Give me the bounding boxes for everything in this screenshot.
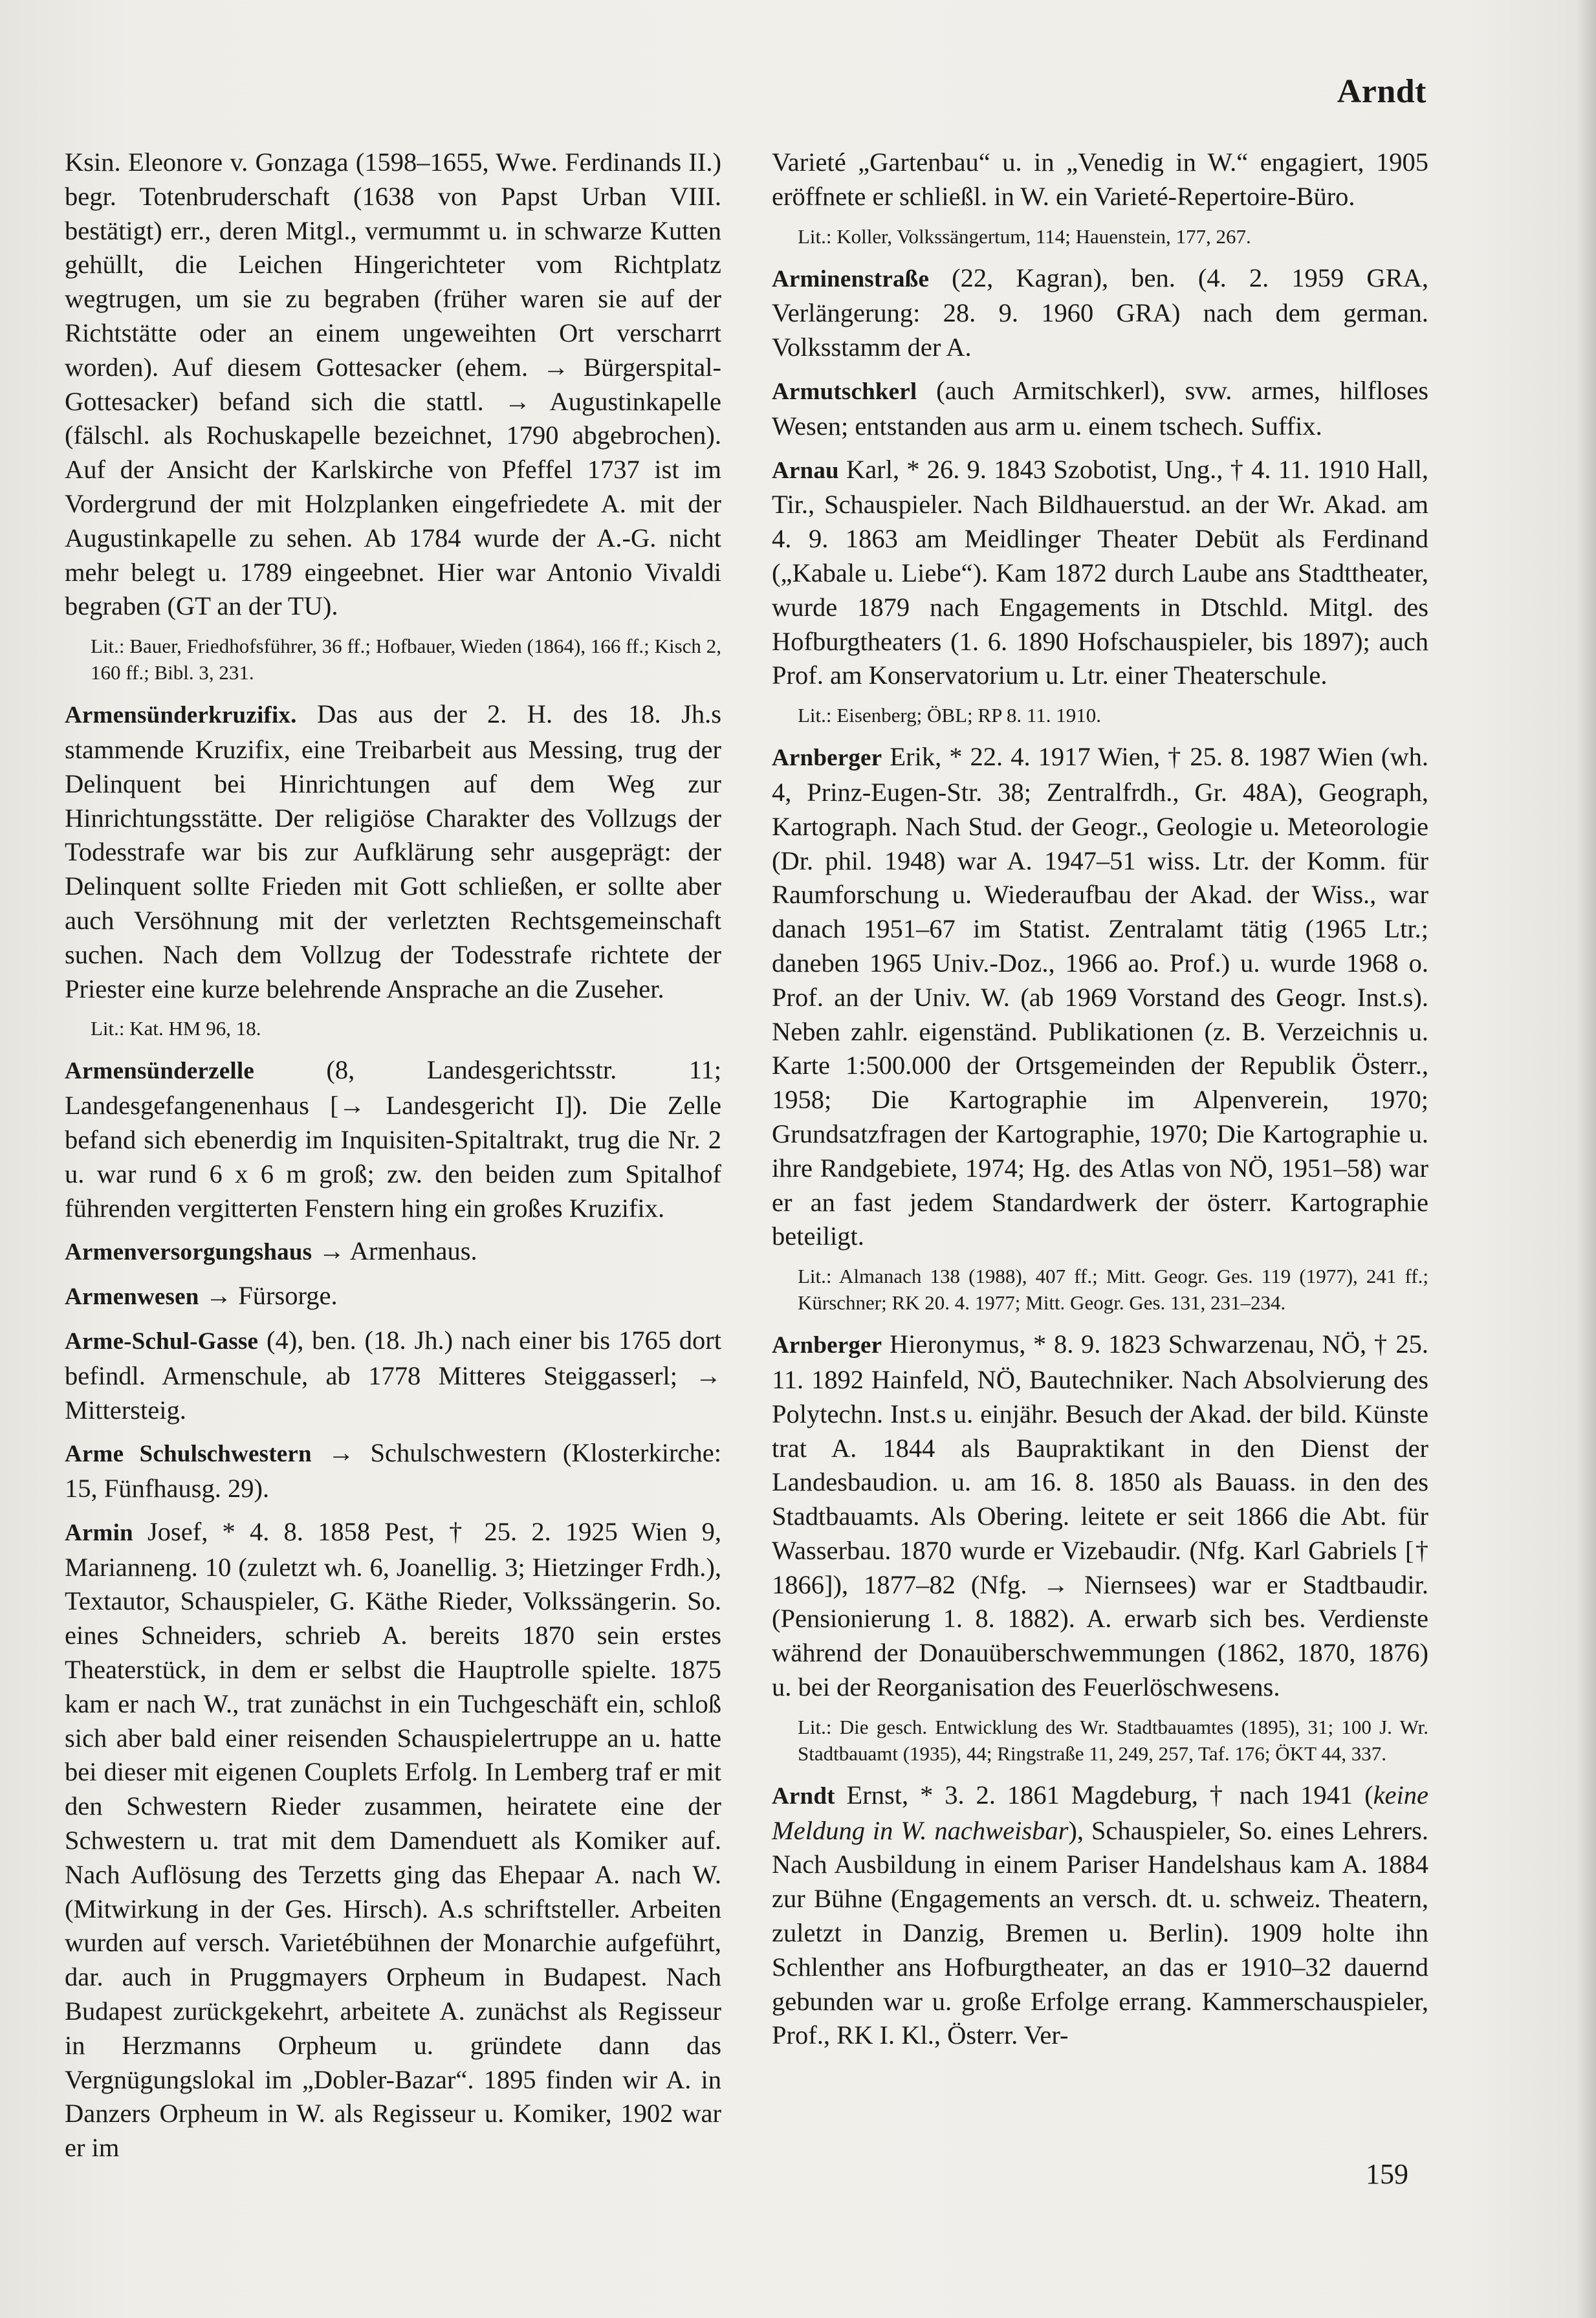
entry-text: Das aus der 2. H. des 18. Jh.s stammende Kruzifix, eine Treibarbeit aus Messing, trug der Delinquent bei Hinrichtungen auf dem Weg zur Hinrichtungsstätte. Der religiöse Charakter des Vollzugs der Todesstrafe war bis zur Aufklärung sehr ausgeprägt: der Delinquent sollte Frieden mit Gott schließen, er sollte aber auch Versöhnung mit der verletzten Rechtsgemeinschaft suchen. Nach dem Vollzug der Todesstrafe richtete der Priester eine kurze belehrende Ansprache an die Zuseher. <box>65 699 721 1003</box>
running-head: Arndt <box>1337 73 1427 110</box>
literature-reference: Lit.: Almanach 138 (1988), 407 ff.; Mitt. Geogr. Ges. 119 (1977), 241 ff.; Kürschner; RK 20. 4. 1977; Mitt. Geogr. Ges. 131, 231–234. <box>798 1265 1428 1315</box>
entry-headword: Arndt <box>772 1782 835 1810</box>
entry-headword: Armutschkerl <box>772 378 917 405</box>
entry-headword: Armenwesen <box>65 1284 199 1311</box>
lexicon-entry <box>772 1778 1428 2053</box>
lexicon-entry <box>65 697 721 1006</box>
entry-text: → Fürsorge. <box>199 1281 338 1311</box>
continued-entry-text: Ksin. Eleonore v. Gonzaga (1598–1655, Wwe. Ferdinands II.) begr. Totenbruderschaft (1638 von Papst Urban VIII. bestätigt) err., deren Mitgl., vermummt u. in schwarze Kutten gehüllt, die Leichen Hingerichteter vom Richtplatz wegtrugen, um sie zu begraben (früher waren sie auf der Richtstätte oder an einem ungeweihten Ort verscharrt worden). Auf diesem Gottesacker (ehem. → Bürgerspital-Gottesacker) befand sich die stattl. → Augustinkapelle (fälschl. als Rochuskapelle bezeichnet, 1790 abgebrochen). Auf der Ansicht der Karlskirche von Pfeffel 1737 ist im Vordergrund der mit Holzplanken eingefriedete A. mit der Augustinkapelle zu sehen. Ab 1784 wurde der A.-G. nicht mehr belegt u. 1789 eingeebnet. Hier war Antonio Vivaldi begraben (GT an der TU). <box>65 148 721 621</box>
entry-italic-note: keine Meldung in W. nachweisbar <box>772 1780 1428 1845</box>
lexicon-entry <box>65 1234 721 1270</box>
entry-headword: Arme-Schul-Gasse <box>65 1328 259 1355</box>
literature-reference: Lit.: Kat. HM 96, 18. <box>91 1017 261 1040</box>
lexicon-entry <box>772 374 1428 444</box>
entry-headword: Arminenstraße <box>772 265 930 292</box>
right-column <box>772 146 1428 2062</box>
entry-text-continued: ), Schauspieler, So. eines Lehrers. Nach Ausbildung in einem Pariser Handelshaus kam A. 1884 zur Bühne (Engagements an versch. dt. u. schweiz. Theatern, zuletzt in Danzig, Bremen u. Berlin). 1909 holte ihn Schlenther ans Hofburgtheater, an das er 1910–32 dauernd gebunden war u. große Erfolge errang. Kammerschauspieler, Prof., RK I. Kl., Österr. Ver- <box>772 1815 1428 2050</box>
lexicon-entry <box>65 1324 721 1427</box>
literature-reference: Lit.: Bauer, Friedhofsführer, 36 ff.; Hofbauer, Wieden (1864), 166 ff.; Kisch 2, 160 ff.; Bibl. 3, 231. <box>91 635 721 684</box>
left-column <box>65 146 721 2174</box>
entry-text: → Schulschwestern (Klosterkirche: 15, Fünfhausg. 29). <box>65 1438 721 1503</box>
entry-headword: Armin <box>65 1519 133 1546</box>
entry-text: Ernst, * 3. 2. 1861 Magdeburg, † nach 1941 ( <box>835 1780 1373 1810</box>
lexicon-entry <box>772 453 1428 694</box>
lexicon-entry <box>772 261 1428 365</box>
lexicon-entry <box>772 1328 1428 1705</box>
entry-text: (auch Armitschkerl), svw. armes, hilfloses Wesen; entstanden aus arm u. einem tschech. Suffix. <box>772 375 1428 441</box>
lexicon-entry <box>65 1279 721 1315</box>
lexicon-entry <box>65 1436 721 1506</box>
entry-headword: Arnberger <box>772 1332 882 1359</box>
entry-headword: Arme Schulschwestern <box>65 1441 312 1468</box>
entry-text: Hieronymus, * 8. 9. 1823 Schwarzenau, NÖ, † 25. 11. 1892 Hainfeld, NÖ, Bautechniker. Nach Absolvierung des Polytechn. Inst.s u. einjähr. Besuch der Akad. der bild. Künste trat A. 1844 als Baupraktikant in den Dienst der Landesbaudion. u. am 16. 8. 1850 als Bauass. in den des Stadtbauamts. Als Obering. leitete er seit 1866 die Abt. für Wasserbau. 1870 wurde er Vizebaudir. (Nfg. Karl Gabriels [† 1866]), 1877–82 (Nfg. → Niernsees) war er Stadtbaudir. (Pensionierung 1. 8. 1882). A. erwarb sich bes. Verdienste während der Donauüberschwemmungen (1862, 1870, 1876) u. bei der Reorganisation des Feuerlöschwesens. <box>772 1329 1428 1702</box>
entry-headword: Arnberger <box>772 745 882 772</box>
lexicon-entry <box>65 1515 721 2165</box>
entry-text: → Armenhaus. <box>312 1236 477 1266</box>
page-number: 159 <box>1366 2158 1408 2190</box>
entry-headword: Armensünderzelle <box>65 1058 254 1085</box>
entry-headword: Arnau <box>772 457 839 484</box>
entry-headword: Armenversorgungshaus <box>65 1239 312 1266</box>
entry-headword: Armensünderkruzifix. <box>65 702 297 729</box>
continued-entry-text: Varieté „Gartenbau“ u. in „Venedig in W.“ engagiert, 1905 eröffnete er schließl. in W. ein Varieté-Repertoire-Büro. <box>772 148 1428 211</box>
entry-text: Karl, * 26. 9. 1843 Szobotist, Ung., † 4. 11. 1910 Hall, Tir., Schauspieler. Nach Bildhauerstud. an der Wr. Akad. am 4. 9. 1863 am Meidlinger Theater Debüt als Ferdinand („Kabale u. Liebe“). Kam 1872 durch Laube ans Stadttheater, wurde 1879 nach Engagements in Dtschld. Mitgl. des Hofburgtheaters (1. 6. 1890 Hofschauspieler, bis 1897); auch Prof. am Konservatorium u. Ltr. einer Theaterschule. <box>772 454 1428 690</box>
lexicon-entry <box>65 1053 721 1225</box>
entry-text: (8, Landesgerichtsstr. 11; Landesgefangenenhaus [→ Landesgericht I]). Die Zelle befand sich ebenerdig im Inquisiten-Spitaltrakt, trug die Nr. 2 u. war rund 6 x 6 m groß; zw. den beiden zum Spitalhof führenden vergitterten Fenstern hing ein großes Kruzifix. <box>65 1055 721 1223</box>
literature-reference: Lit.: Die gesch. Entwicklung des Wr. Stadtbauamtes (1895), 31; 100 J. Wr. Stadtbauamt (1935), 44; Ringstraße 11, 249, 257, Taf. 176; ÖKT 44, 337. <box>798 1715 1428 1765</box>
lexicon-entry <box>772 740 1428 1254</box>
literature-reference: Lit.: Eisenberg; ÖBL; RP 8. 11. 1910. <box>798 704 1102 727</box>
entry-text: (22, Kagran), ben. (4. 2. 1959 GRA, Verlängerung: 28. 9. 1960 GRA) nach dem german. Volksstamm der A. <box>772 263 1428 362</box>
entry-text: Josef, * 4. 8. 1858 Pest, † 25. 2. 1925 Wien 9, Marianneng. 10 (zuletzt wh. 6, Joanellig. 3; Hietzinger Frdh.), Textautor, Schauspieler, G. Käthe Rieder, Volkssängerin. So. eines Schneiders, schrieb A. bereits 1870 sein erstes Theaterstück, in dem er selbst die Hauptrolle spielte. 1875 kam er nach W., trat zunächst in ein Tuchgeschäft ein, schloß sich aber bald einer reisenden Schauspielertruppe an u. hatte bei dieser mit eigenen Couplets Erfolg. In Lemberg traf er mit den Schwestern Rieder zusammen, heiratete eine der Schwestern u. trat mit dem Damenduett als Komiker auf. Nach Auflösung des Terzetts ging das Ehepaar A. nach W. (Mitwirkung in der Ges. Hirsch). A.s schriftsteller. Arbeiten wurden auf versch. Varietébühnen der Monarchie aufgeführt, dar. auch in Pruggmayers Orpheum in Budapest. Nach Budapest zurückgekehrt, arbeitete A. zunächst als Regisseur in Herzmanns Orpheum u. gründete dann das Vergnügungslokal im „Dobler-Bazar“. 1895 finden wir A. in Danzers Orpheum in W. als Regisseur u. Komiker, 1902 war er im <box>65 1516 721 2163</box>
entry-text: (4), ben. (18. Jh.) nach einer bis 1765 dort befindl. Armenschule, ab 1778 Mitteres Steiggasserl; → Mittersteig. <box>65 1325 721 1425</box>
literature-reference: Lit.: Koller, Volkssängertum, 114; Hauenstein, 177, 267. <box>798 224 1251 248</box>
entry-text: Erik, * 22. 4. 1917 Wien, † 25. 8. 1987 Wien (wh. 4, Prinz-Eugen-Str. 38; Zentralfrdh., Gr. 48A), Geograph, Kartograph. Nach Stud. der Geogr., Geologie u. Meteorologie (Dr. phil. 1948) war A. 1947–51 wiss. Ltr. der Komm. für Raumforschung u. Wiederaufbau der Akad. der Wiss., war danach 1951–67 im Statist. Zentralamt tätig (1965 Ltr.; daneben 1965 Univ.-Doz., 1966 ao. Prof.) u. wurde 1968 o. Prof. an der Univ. W. (ab 1969 Vorstand des Geogr. Inst.s). Neben zahlr. eigenständ. Publikationen (z. B. Verzeichnis u. Karte 1:500.000 der Ortsgemeinden der Republik Österr., 1958; Die Kartographie im Alpenverein, 1970; Grundsatzfragen der Kartographie, 1970; Die Kartographie u. ihre Randgebiete, 1974; Hg. des Atlas von NÖ, 1951–58) war er an fast jedem Standardwerk der österr. Kartographie beteiligt. <box>772 742 1428 1251</box>
page-edge-shadow <box>1577 0 1596 2318</box>
